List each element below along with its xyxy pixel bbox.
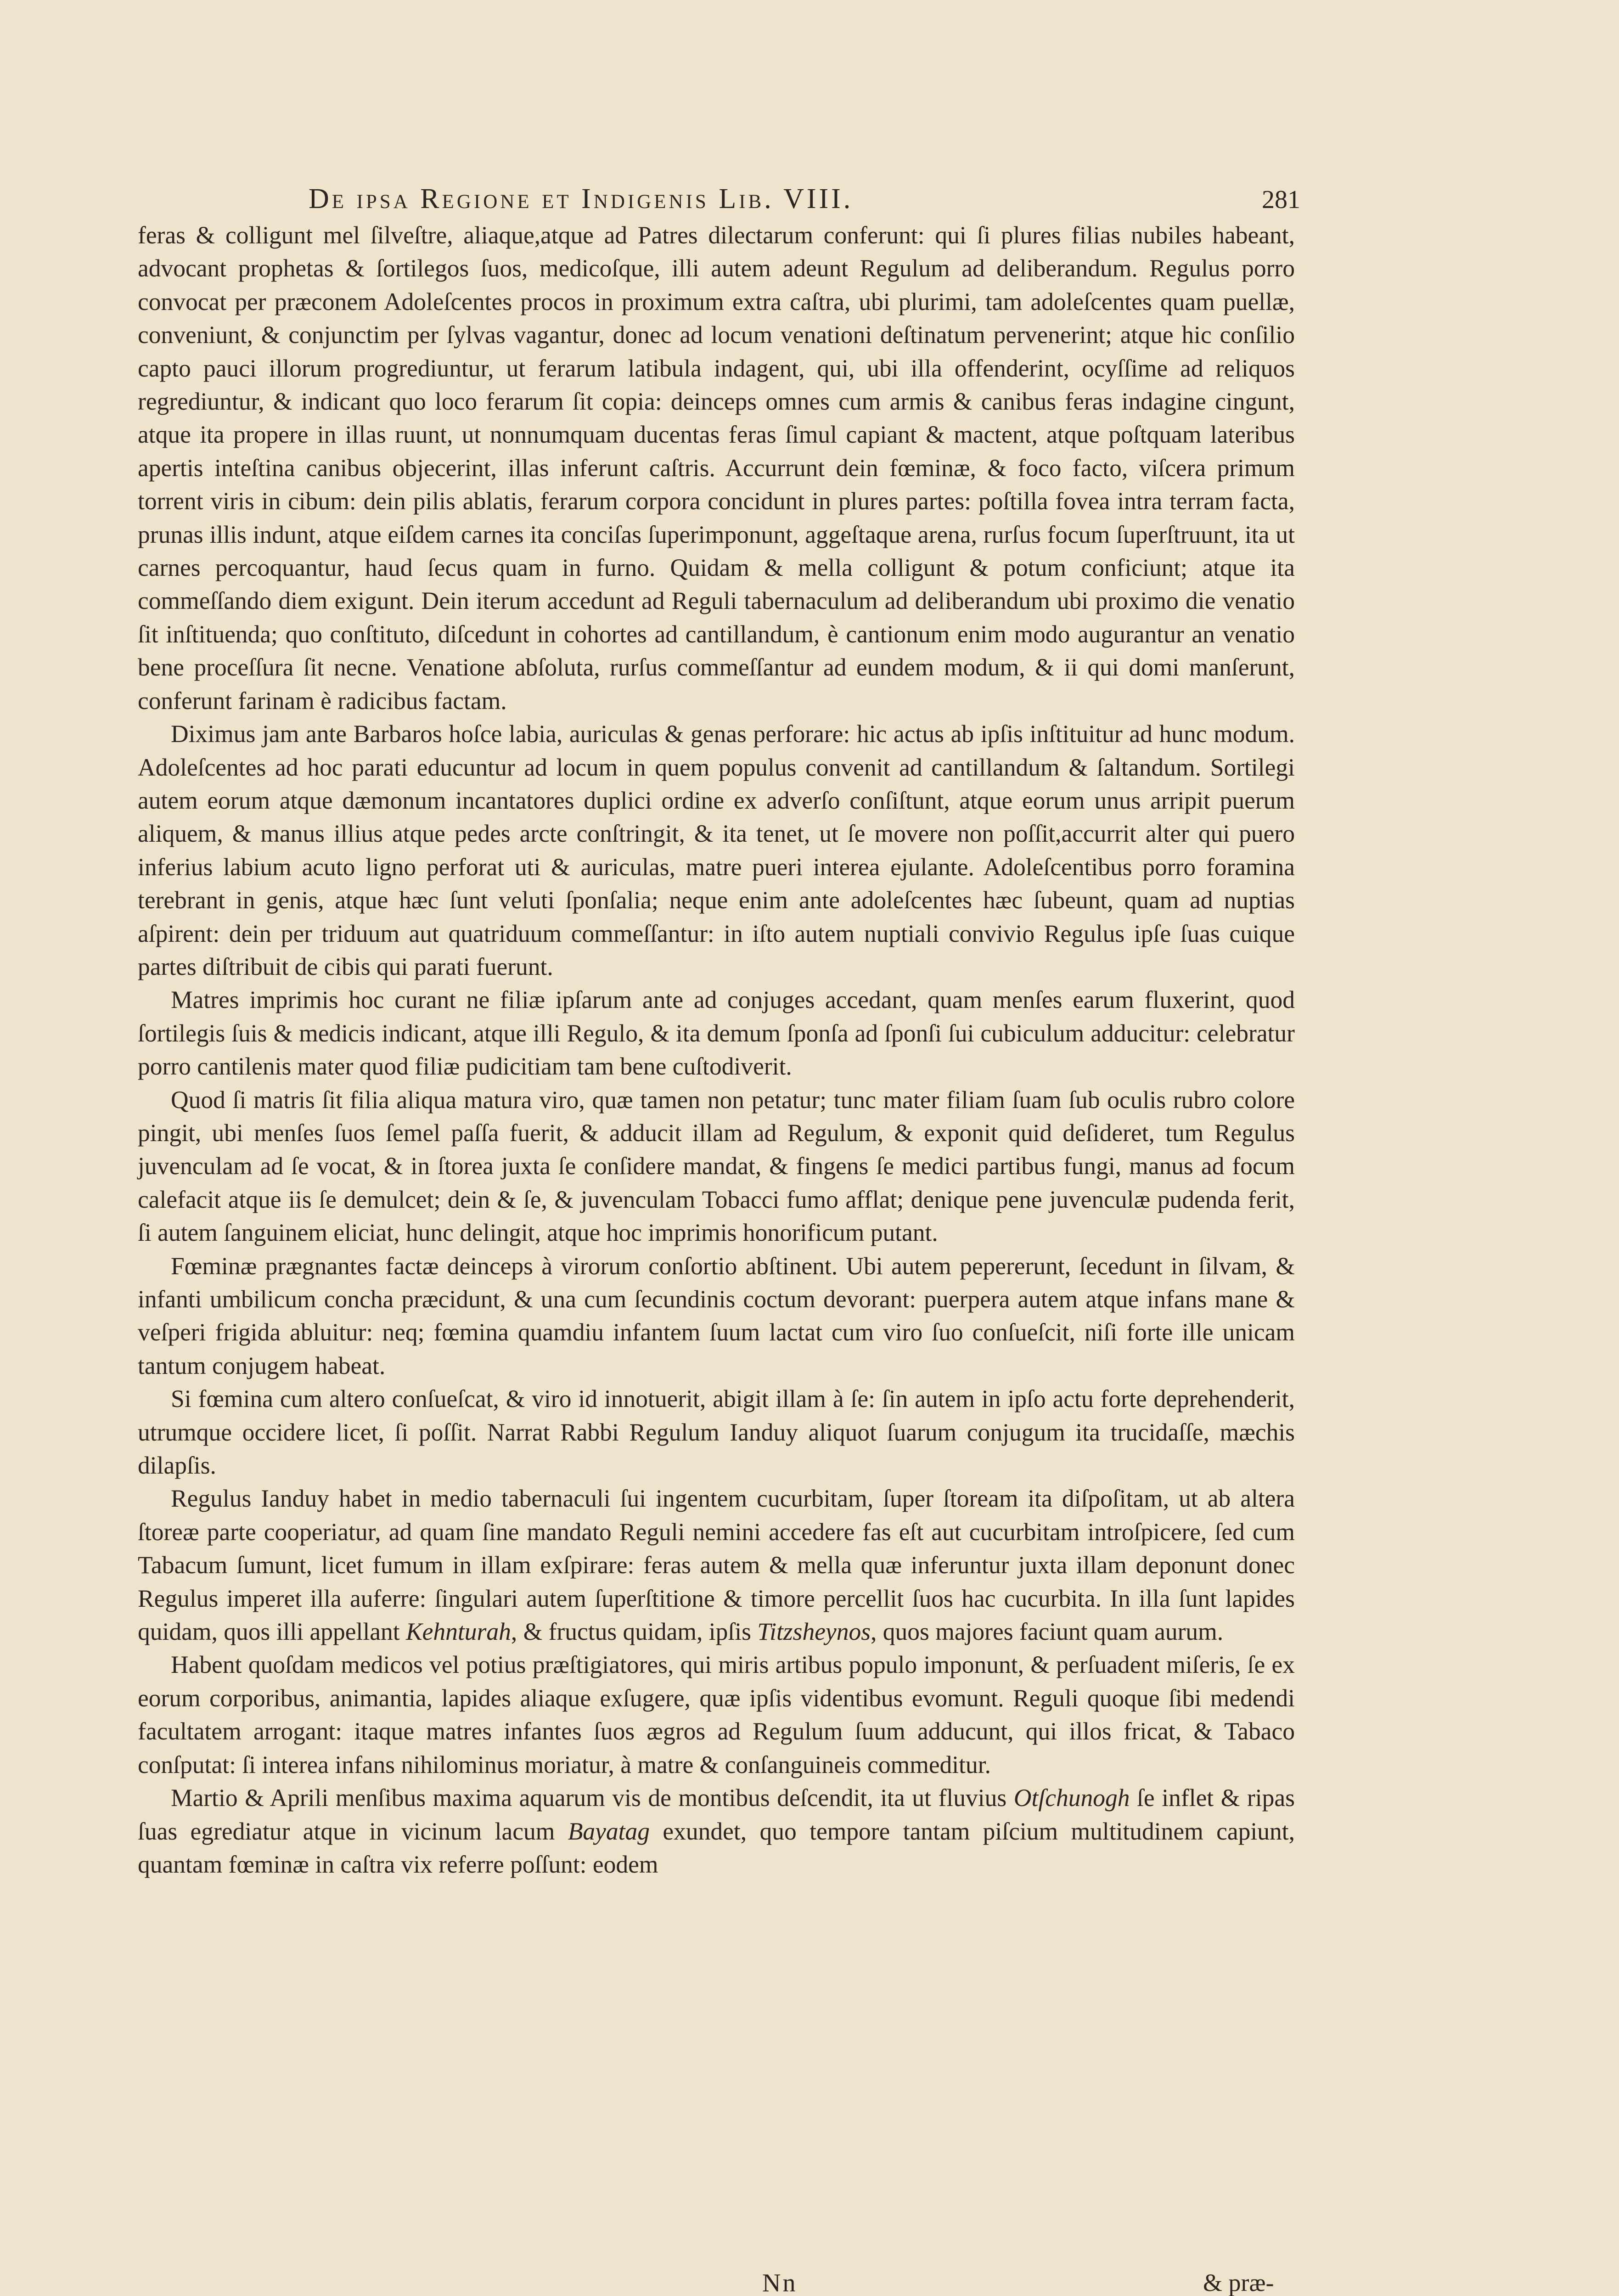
italic-term: Otſchunogh bbox=[1013, 1784, 1130, 1812]
italic-term: Bayatag bbox=[568, 1817, 650, 1845]
running-head bbox=[309, 183, 1300, 216]
paragraph: Regulus Ianduy habet in medio tabernaculi ſui ingentem cucurbitam, ſuper ſtoream ita diſpoſitam, ut ab altera ſtoreæ parte cooperiatur, ad quam ſine mandato Reguli nemini accedere fas eſt aut cucurbitam introſpicere, ſed cum Tabacum ſumunt, licet fumum in illam exſpirare: feras autem & mella quæ inferuntur juxta illam deponunt donec Regulus imperet illa auferre: ſingulari autem ſuperſtitione & timore percellit ſuos hac cucurbita. In illa ſunt lapides quidam, quos illi appellant Kehnturah, & fructus quidam, ipſis Titzsheynos, quos majores faciunt quam aurum. bbox=[138, 1485, 1295, 1646]
paragraph: feras & colligunt mel ſilveſtre, aliaque,atque ad Patres dilectarum conferunt: qui ſi plures filias nubiles habeant, advocant prophetas & ſortilegos ſuos, medicoſque, illi autem adeunt Regulum ad deliberandum. Regulus porro convocat per præconem Adoleſcentes procos in proximum extra caſtra, ubi plurimi, tam adoleſcentes quam puellæ, conveniunt, & conjunctim per ſylvas vagantur, donec ad locum venationi deſtinatum pervenerint; atque hic conſilio capto pauci illorum progrediuntur, ut ferarum latibula indagent, qui, ubi illa offenderint, ocyſſime ad reliquos regrediuntur, & indicant quo loco ferarum ſit copia: deinceps omnes cum armis & canibus feras indagine cingunt, atque ita propere in illas ruunt, ut nonnumquam ducentas feras ſimul capiant & mactent, atque poſtquam lateribus apertis inteſtina canibus objecerint, illas inferunt caſtris. Accurrunt dein fœminæ, & foco facto, viſcera primum torrent viris in cibum: dein pilis ablatis, ferarum corpora concidunt in plures partes: poſtilla fovea intra terram facta, prunas illis indunt, atque eiſdem carnes ita conciſas ſuperimponunt, aggeſtaque arena, rurſus focum ſuperſtruunt, ita ut carnes percoquantur, haud ſecus quam in furno. Quidam & mella colligunt & potum conficiunt; atque ita commeſſando diem exigunt. Dein iterum accedunt ad Reguli tabernaculum ad deliberandum ubi proximo die venatio ſit inſtituenda; quo conſtituto, diſcedunt in cohortes ad cantillandum, è cantionum enim modo augurantur an venatio bene proceſſura ſit necne. Venatione abſoluta, rurſus commeſſantur ad eundem modum, & ii qui domi manſerunt, conferunt farinam è radicibus factam. bbox=[138, 221, 1295, 715]
signature-mark: Nn bbox=[762, 2269, 798, 2296]
paragraph: Si fœmina cum altero conſueſcat, & viro id innotuerit, abigit illam à ſe: ſin autem in ipſo actu forte deprehenderit, utrumque occidere licet, ſi poſſit. Narrat Rabbi Regulum Ianduy aliquot ſuarum conjugum ita trucidaſſe, mæchis dilapſis. bbox=[138, 1385, 1295, 1480]
paragraph: Fœminæ prægnantes factæ deinceps à virorum conſortio abſtinent. Ubi autem pepererunt, ſecedunt in ſilvam, & infanti umbilicum concha præcidunt, & una cum ſecundinis coctum devorant: puerpera autem atque infans mane & veſperi frigida abluitur: neq; fœmina quamdiu infantem ſuum lactat cum viro ſuo conſueſcit, niſi forte ille unicam tantum conjugem habeat. bbox=[138, 1252, 1295, 1379]
page-number: 281 bbox=[1262, 186, 1300, 214]
italic-term: Titzsheynos bbox=[757, 1618, 871, 1646]
running-title: De ipsa Regione et Indigenis Lib. VIII. bbox=[309, 183, 854, 214]
paragraph: Martio & Aprili menſibus maxima aquarum vis de montibus deſcendit, ita ut fluvius Otſchunogh ſe inflet & ripas ſuas egrediatur atque in vicinum lacum Bayatag exundet, quo tempore tantam piſcium multitudinem capiunt, quantam fœminæ in caſtra vix referre poſſunt: eodem bbox=[138, 1784, 1295, 1878]
body-text bbox=[138, 219, 1295, 1881]
italic-term: Kehnturah bbox=[405, 1618, 511, 1646]
paragraph: Habent quoſdam medicos vel potius præſtigiatores, qui miris artibus populo imponunt, & perſuadent miſeris, ſe ex eorum corporibus, animantia, lapides aliaque exſugere, quæ ipſis videntibus evomunt. Reguli quoque ſibi medendi facultatem arrogant: itaque matres infantes ſuos ægros ad Regulum ſuum adducunt, qui illos fricat, & Tabaco conſputat: ſi interea infans nihilominus moriatur, à matre & conſanguineis commeditur. bbox=[138, 1651, 1295, 1778]
paragraph: Diximus jam ante Barbaros hoſce labia, auriculas & genas perforare: hic actus ab ipſis inſtituitur ad hunc modum. Adoleſcentes ad hoc parati educuntur ad locum in quem populus convenit ad cantillandum & ſaltandum. Sortilegi autem eorum atque dæmonum incantatores duplici ordine ex adverſo conſiſtunt, atque eorum unus arripit puerum aliquem, & manus illius atque pedes arcte conſtringit, & ita tenet, ut ſe movere non poſſit,accurrit alter qui puero inferius labium acuto ligno perforat uti & auriculas, matre pueri interea ejulante. Adoleſcentibus porro foramina terebrant in genis, atque hæc ſunt veluti ſponſalia; neque enim ante adoleſcentes hæc ſubeunt, quam ad nuptias aſpirent: dein per triduum aut quatriduum commeſſantur: in iſto autem nuptiali convivio Regulus ipſe ſuas cuique partes diſtribuit de cibis qui parati fuerunt. bbox=[138, 720, 1295, 980]
paragraph: Matres imprimis hoc curant ne filiæ ipſarum ante ad conjuges accedant, quam menſes earum fluxerint, quod ſortilegis ſuis & medicis indicant, atque illi Regulo, & ita demum ſponſa ad ſponſi ſui cubiculum adducitur: celebratur porro cantilenis mater quod filiæ pudicitiam tam bene cuſtodiverit. bbox=[138, 986, 1295, 1080]
paragraph: Quod ſi matris ſit filia aliqua matura viro, quæ tamen non petatur; tunc mater filiam ſuam ſub oculis rubro colore pingit, ubi menſes ſuos ſemel paſſa fuerit, & adducit illam ad Regulum, & exponit quid deſideret, tum Regulus juvenculam ad ſe vocat, & in ſtorea juxta ſe conſidere mandat, & fingens ſe medici partibus fungi, manus ad focum calefacit atque iis ſe demulcet; dein & ſe, & juvenculam Tobacci fumo afflat; denique pene juvenculæ pudenda ferit, ſi autem ſanguinem eliciat, hunc delingit, atque hoc imprimis honorificum putant. bbox=[138, 1086, 1295, 1247]
catchword: & præ- bbox=[1203, 2269, 1274, 2296]
